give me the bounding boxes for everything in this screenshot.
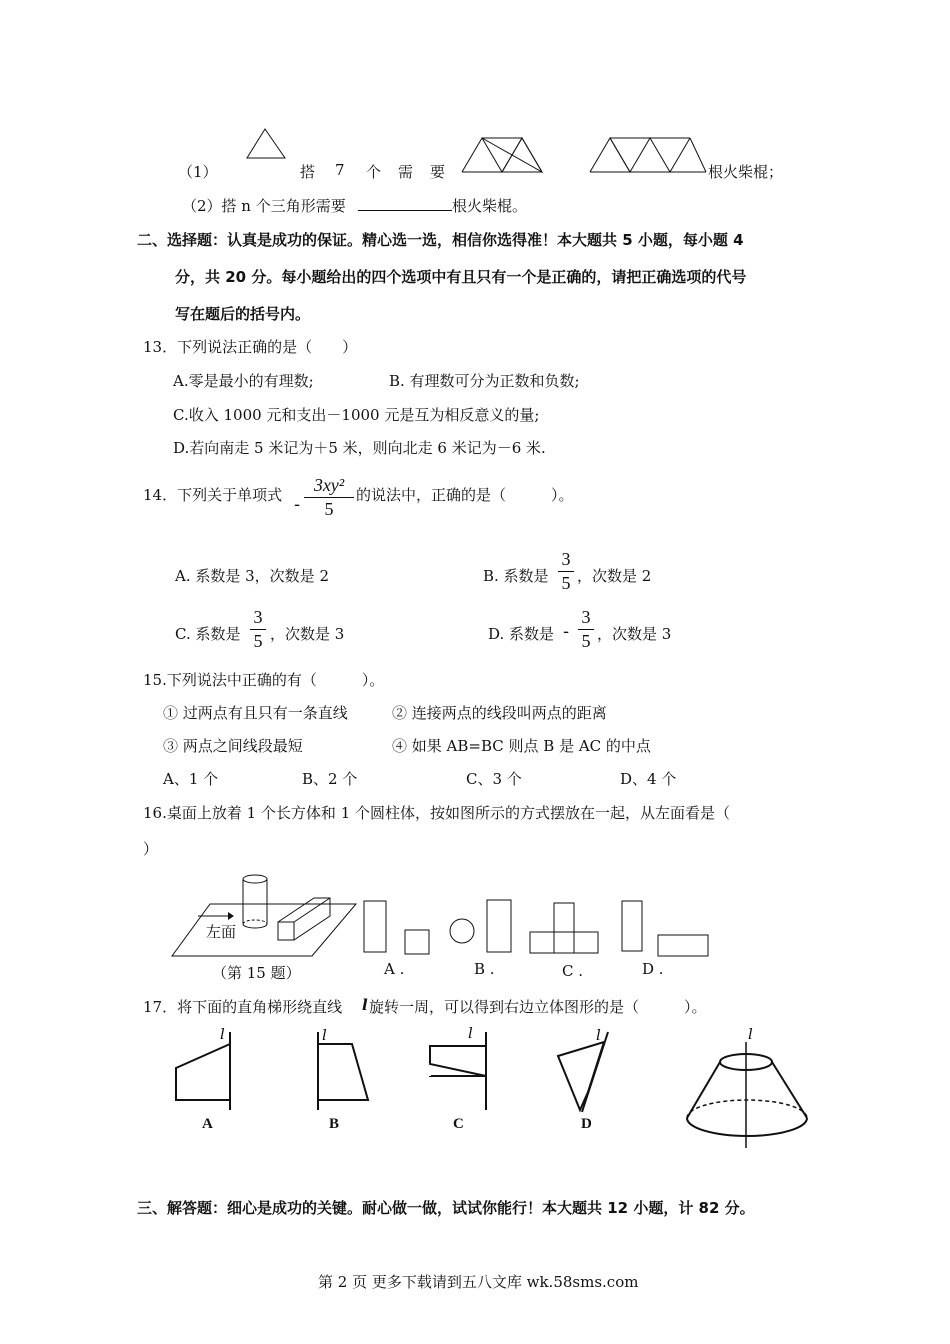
axis-l-label-solid: l bbox=[748, 1025, 753, 1043]
q16-option-c-figure bbox=[529, 902, 601, 956]
q17-option-b-label: B bbox=[329, 1116, 340, 1132]
q12-part1-number: （1） bbox=[178, 163, 218, 181]
q17-option-d-label: D bbox=[581, 1116, 592, 1132]
axis-l-label-c: l bbox=[468, 1024, 473, 1042]
q13-option-c: C.收入 1000 元和支出－1000 元是互为相反意义的量; bbox=[173, 406, 540, 424]
q17-option-c-label: C bbox=[453, 1116, 464, 1132]
section2-heading-line2: 分，共 20 分。每小题给出的四个选项中有且只有一个是正确的，请把正确选项的代号 bbox=[175, 268, 747, 286]
fraction-denominator: 5 bbox=[581, 631, 591, 651]
q16-option-c-label: C . bbox=[562, 962, 584, 980]
q15-statement-3: ③ 两点之间线段最短 bbox=[163, 737, 303, 755]
q15-option-b: B、2 个 bbox=[302, 770, 358, 788]
q16-option-a-figure bbox=[363, 900, 389, 955]
q15-option-c: C、3 个 bbox=[466, 770, 522, 788]
q16-option-b-figure bbox=[448, 899, 518, 955]
q12-part2: （2）搭 n 个三角形需要 bbox=[182, 197, 346, 215]
q14-option-b-post: ，次数是 2 bbox=[577, 567, 652, 585]
fraction-bar bbox=[558, 571, 574, 572]
q16-stem-line2: ） bbox=[143, 840, 159, 858]
fraction-denominator: 5 bbox=[253, 631, 263, 651]
q15-statement-4: ④ 如果 AB=BC 则点 B 是 AC 的中点 bbox=[392, 737, 651, 755]
q16-solid-figure bbox=[170, 870, 360, 960]
q14-option-a: A. 系数是 3，次数是 2 bbox=[175, 567, 329, 585]
q14-option-d-fraction bbox=[578, 607, 594, 652]
q17-option-a-label: A bbox=[202, 1116, 213, 1132]
q15-stem: 15.下列说法中正确的有（ ）。 bbox=[143, 671, 385, 689]
q16-option-b-label: B . bbox=[474, 960, 495, 978]
q12-word-b: 7 bbox=[335, 161, 345, 179]
three-triangles-figure bbox=[588, 136, 708, 176]
q14-option-b-pre: B. 系数是 bbox=[483, 567, 549, 585]
axis-l-label-d: l bbox=[596, 1026, 601, 1044]
q16-stem-line1: 16.桌面上放着 1 个长方体和 1 个圆柱体，按如图所示的方式摆放在一起，从左面看是（ bbox=[143, 804, 731, 822]
q14-monomial bbox=[304, 475, 354, 520]
fraction-denominator: 5 bbox=[561, 573, 571, 593]
fraction-numerator: 3 bbox=[581, 607, 591, 627]
fraction-numerator: 3 bbox=[561, 549, 571, 569]
q13-option-a: A.零是最小的有理数; bbox=[173, 372, 314, 390]
q17-option-d-trapezoid bbox=[550, 1030, 620, 1115]
q15-option-d: D、4 个 bbox=[620, 770, 677, 788]
q17-stem-pre: 17．将下面的直角梯形绕直线 bbox=[143, 998, 343, 1016]
fraction-bar bbox=[578, 629, 594, 630]
single-triangle-figure bbox=[244, 127, 294, 161]
q17-option-b-trapezoid bbox=[310, 1030, 380, 1115]
q15-statement-2: ② 连接两点的线段叫两点的距离 bbox=[392, 704, 607, 722]
q17-frustum-solid bbox=[683, 1040, 813, 1150]
q17-stem-post: 旋转一周，可以得到右边立体图形的是（ ）。 bbox=[369, 998, 707, 1016]
q15-statement-1: ① 过两点有且只有一条直线 bbox=[163, 704, 348, 722]
q14-stem-post: 的说法中，正确的是（ ）。 bbox=[356, 486, 574, 504]
q14-option-c-fraction bbox=[250, 607, 266, 652]
two-triangles-figure bbox=[460, 136, 560, 176]
q14-monomial-numerator: 3xy² bbox=[313, 475, 345, 495]
axis-l-label-b: l bbox=[322, 1026, 327, 1044]
q12-word-c: 个 bbox=[366, 163, 382, 181]
q17-stem-l: l bbox=[362, 996, 368, 1014]
page-footer: 第 2 页 更多下载请到五八文库 wk.58sms.com bbox=[318, 1273, 639, 1291]
q16-left-view-label: 左面 bbox=[206, 923, 237, 941]
section2-heading-line1: 二、选择题：认真是成功的保证。精心选一选，相信你选得准！本大题共 5 小题，每小题 4 bbox=[137, 231, 744, 249]
q12-part1-tail: 根火柴棍； bbox=[708, 163, 784, 181]
q16-option-d-figure bbox=[620, 899, 712, 959]
q13-option-d: D.若向南走 5 米记为＋5 米，则向北走 6 米记为－6 米. bbox=[173, 439, 546, 457]
q16-option-d-label: D . bbox=[642, 960, 664, 978]
section2-heading-line3: 写在题后的括号内。 bbox=[175, 305, 311, 323]
q13-stem: 13．下列说法正确的是（ ） bbox=[143, 338, 358, 356]
q14-minus: - bbox=[294, 494, 301, 515]
q16-option-a-label: A . bbox=[384, 960, 405, 978]
q12-word-e: 要 bbox=[430, 163, 446, 181]
q14-option-b-fraction bbox=[558, 549, 574, 594]
q16-figure-caption: （第 15 题） bbox=[212, 964, 301, 982]
q14-option-c-post: ，次数是 3 bbox=[270, 625, 345, 643]
q14-option-c-pre: C. 系数是 bbox=[175, 625, 241, 643]
q17-option-a-trapezoid bbox=[170, 1030, 240, 1115]
q12-word-a: 搭 bbox=[300, 163, 316, 181]
q14-monomial-denominator: 5 bbox=[324, 499, 334, 519]
q17-option-c-trapezoid bbox=[424, 1030, 494, 1115]
q15-option-a: A、1 个 bbox=[163, 770, 219, 788]
q13-option-b: B. 有理数可分为正数和负数; bbox=[389, 372, 580, 390]
answer-blank bbox=[358, 210, 452, 211]
q14-option-d-pre: D. 系数是 bbox=[488, 625, 555, 643]
section3-heading: 三、解答题：细心是成功的关键。耐心做一做，试试你能行！本大题共 12 小题，计 82 分。 bbox=[137, 1199, 755, 1217]
q16-option-a-square bbox=[404, 929, 432, 957]
q12-word-d: 需 bbox=[398, 163, 414, 181]
q14-stem-pre: 14．下列关于单项式 bbox=[143, 486, 283, 504]
fraction-bar bbox=[250, 629, 266, 630]
q12-part2-tail: 根火柴棍。 bbox=[452, 197, 528, 215]
fraction-numerator: 3 bbox=[253, 607, 263, 627]
fraction-bar bbox=[304, 497, 354, 498]
q14-option-d-minus: - bbox=[563, 621, 570, 642]
axis-l-label-a: l bbox=[220, 1025, 225, 1043]
q14-option-d-post: ，次数是 3 bbox=[597, 625, 672, 643]
